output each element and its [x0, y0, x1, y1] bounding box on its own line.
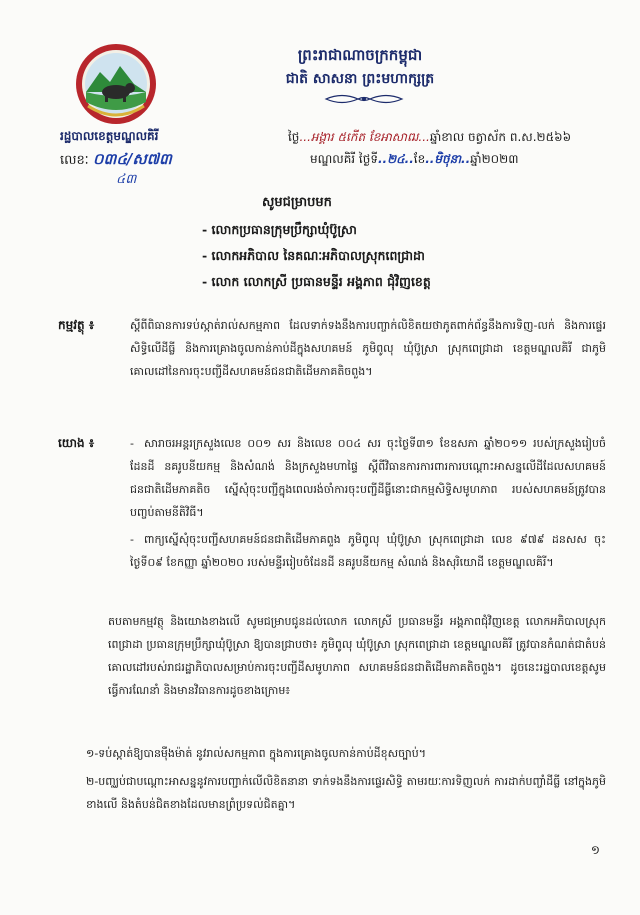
lunar-rest: ឆ្នាំខាល ចត្វាស័ក ព.ស.២៥៦៦ [429, 130, 572, 144]
reference-label: លេខៈ [60, 153, 89, 168]
basis-label: យោង ៖ [58, 436, 95, 450]
main-paragraph: តបតាមកម្មវត្ថុ និងយោងខាងលើ សូមជម្រាបជូនដល់លោក លោកស្រី ប្រធានមន្ទីរ អង្គភាពជុំវិញខេត្ត លោកអភិបាលស្រុកពេជ្រាដា ប្រធានក្រុមប្រឹក្សាឃុំប៊ូស្រា ឱ្យបានជ្រាបថា៖ ភូមិពូលុ ឃុំប៊ូស្រា ស្រុកពេជ្រាដា ខេត្តមណ្ឌលគិរី ត្រូវបានកំណត់ជាតំបន់គោលដៅរបស់រាជរដ្ឋាភិបាលសម្រាប់ការចុះបញ្ជីដីសមូហភាព សហគមន៍ជនជាតិដើមភាគតិចពួង។ ដូចនេះរដ្ឋបាលខេត្តសូមធ្វើការណែនាំ និងមានវិធានការដូចខាងក្រោម៖ [108, 615, 606, 697]
subject-text: ស្តីពីពិធានការទប់ស្កាត់រាល់សកម្មភាព ដែលទាក់ទងនឹងការបញ្ចាក់លិខិតយថាភូតពាក់ព័ន្ធនឹងការទិញ-លក់ និងការផ្ទេរសិទ្ធិលើដីធ្លី និងការគ្រោងចូលកាន់កាប់ដីក្នុងសហគមន៍ ភូមិពូលុ ឃុំប៊ូស្រា ស្រុកពេជ្រាដា ខេត្តមណ្ឌលគិរី ជាភូមិគោលដៅនៃការចុះបញ្ជីដីសហគមន៍ជនជាតិដើមភាគតិចពួង។ [130, 319, 606, 378]
subject-section [58, 314, 606, 383]
basis-item-text: ពាក្យស្នើសុំចុះបញ្ជីសហគមន៍ជនជាតិដើមភាគពួង ភូមិពូលុ ឃុំប៊ូស្រា ស្រុកពេជ្រាដា លេខ ៩៧៩ ដនសស ចុះថ្ងៃទី០៩ ខែកញ្ញា ឆ្នាំ២០២០ របស់មន្ទីររៀបចំដែនដី នគរូបនីយកម្ម សំណង់ និងសុរិយោដី ខេត្តមណ្ឌលគិរី។ [130, 533, 606, 569]
solar-date-line [310, 151, 518, 169]
recipient-item: - លោក លោកស្រី ប្រធានមន្ទីរ អង្គភាព ជុំវិញខេត្ត [202, 274, 431, 289]
day-handwritten: ..២៤.. [377, 152, 414, 166]
basis-item: - ពាក្យស្នើសុំចុះបញ្ជីសហគមន៍ជនជាតិដើមភាគពួង ភូមិពូលុ ឃុំប៊ូស្រា ស្រុកពេជ្រាដា លេខ ៩៧៩ ដនសស ចុះថ្ងៃទី០៩ ខែកញ្ញា ឆ្នាំ២០២០ របស់មន្ទីររៀបចំដែនដី នគរូបនីយកម្ម សំណង់ និងសុរិយោដី ខេត្តមណ្ឌលគិរី។ [130, 533, 606, 569]
salutation: សូមជម្រាបមក [262, 195, 332, 210]
recipient-item: - លោកអភិបាល នៃគណៈអភិបាលស្រុកពេជ្រាដា [202, 248, 425, 263]
lunar-prefix: ថ្ងៃ [288, 130, 300, 144]
sender-agency: រដ្ឋបាលខេត្តមណ្ឌលគិរី [60, 129, 159, 143]
place-prefix: មណ្ឌលគិរី ថ្ងៃទី [310, 152, 378, 166]
basis-item: - សារាចរអន្តរក្រសួងលេខ ០០១ សរ និងលេខ ០០៤ សរ ចុះថ្ងៃទី៣១ ខែឧសភា ឆ្នាំ២០១១ របស់ក្រសួងរៀបចំដែនដី នគរូបនីយកម្ម និងសំណង់ និងក្រសួងមហាផ្ទៃ ស្តីពីវិធានការការពារការបណ្តោះអាសន្នលើដីដែលសហគមន៍ជនជាតិដើមភាគតិច ស្នើសុំចុះបញ្ជីក្នុងពេលរង់ចាំការចុះបញ្ជីដីធ្លីនោះជាកម្មសិទ្ធិសមូហភាព របស់សហគមន៍ត្រូវបានបញ្ចប់តាមនីតិវិធី។ [130, 437, 606, 519]
year-text: ឆ្នាំ២០២៣ [470, 152, 519, 166]
month-handwritten: ..មិថុនា.. [425, 152, 471, 166]
month-prefix: ខែ [413, 152, 426, 166]
recipient-list [202, 222, 431, 300]
reference-number [60, 150, 172, 172]
subject-label: កម្មវត្ថុ ៖ [58, 318, 95, 332]
ornament-divider-icon [322, 92, 406, 106]
kingdom-heading: ព្រះរាជាណាចក្រកម្ពុជា [297, 46, 423, 64]
recipient-item: - លោកប្រធានក្រុមប្រឹក្សាឃុំប៊ូស្រា [202, 222, 357, 237]
directive-point: ២-បញ្ឈប់ជាបណ្តោះអាសន្ននូវការបញ្ជាក់លើលិខិតនានា ទាក់ទងនឹងការផ្ទេរសិទ្ធិ តាមរយៈការទិញលក់ ការដាក់បញ្ចាំដីធ្លី នៅក្នុងភូមិខាងលើ និងតំបន់ជិតខាងដែលមានព្រំប្រទល់ជិតគ្នា។ [86, 775, 606, 811]
lunar-handwritten: ...អង្គារ ៥កើត ខែអាសាឍ... [299, 130, 430, 144]
provincial-seal-emblem [74, 42, 158, 126]
page-number: ១ [590, 843, 600, 857]
reference-value: ០៣៤/ស៧៣ [92, 150, 172, 168]
national-motto: ជាតិ សាសនា ព្រះមហាក្សត្រ [285, 71, 435, 87]
basis-section [58, 432, 606, 578]
reference-sub: ៤៣ [116, 172, 137, 187]
directive-point: ១-ទប់ស្កាត់ឱ្យបានម៉ឺងម៉ាត់ នូវរាល់សកម្មភាព ក្នុងការគ្រោងចូលកាន់កាប់ដីខុសច្បាប់។ [86, 747, 426, 760]
lunar-date-line [288, 129, 571, 147]
basis-item-text: សារាចរអន្តរក្រសួងលេខ ០០១ សរ និងលេខ ០០៤ សរ ចុះថ្ងៃទី៣១ ខែឧសភា ឆ្នាំ២០១១ របស់ក្រសួងរៀបចំដែនដី នគរូបនីយកម្ម និងសំណង់ និងក្រសួងមហាផ្ទៃ ស្តីពីវិធានការការពារការបណ្តោះអាសន្នលើដីដែលសហគមន៍ជនជាតិដើមភាគតិច ស្នើសុំចុះបញ្ជីក្នុងពេលរង់ចាំការចុះបញ្ជីដីធ្លីនោះជាកម្មសិទ្ធិសមូហភាព របស់សហគមន៍ត្រូវបានបញ្ចប់តាមនីតិវិធី។ [130, 437, 606, 519]
